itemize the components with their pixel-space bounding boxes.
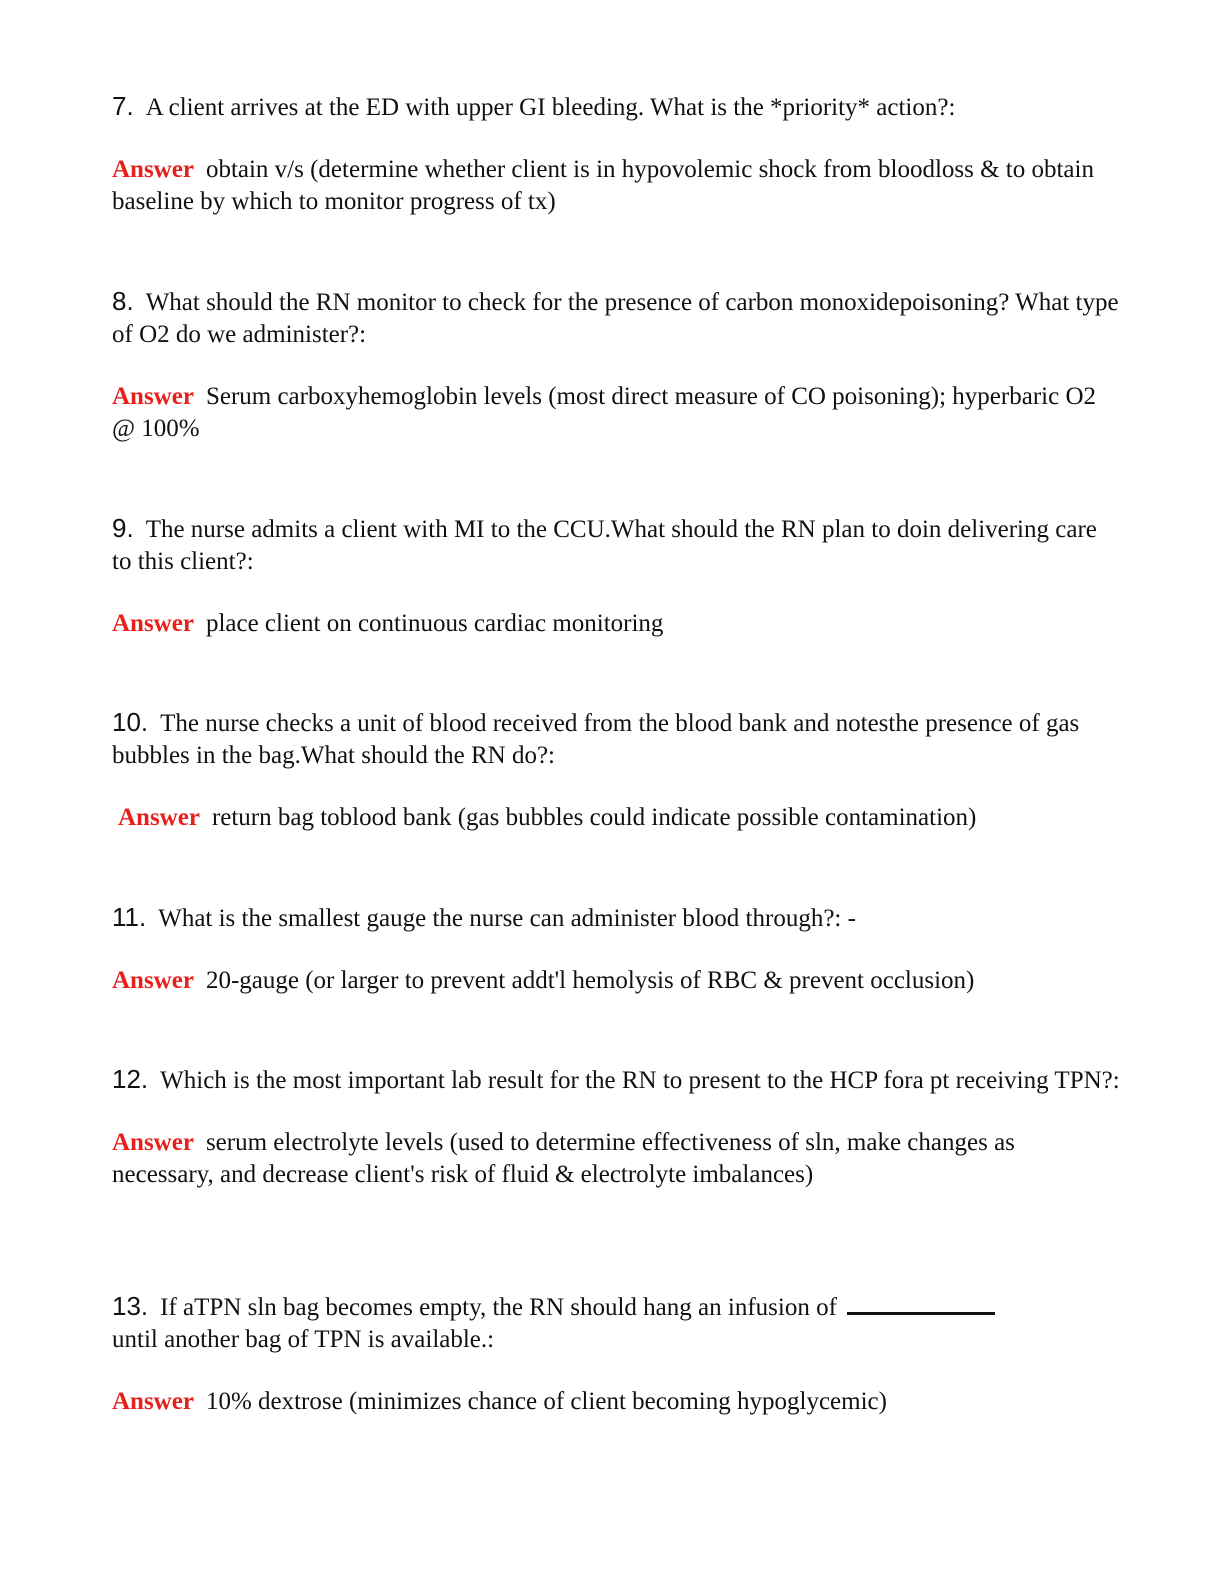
qa-item-7 xyxy=(112,90,1122,218)
question-number: 9. xyxy=(112,513,134,543)
question-text: The nurse admits a client with MI to the CCU.What should the RN plan to doin delivering care to this client?: xyxy=(112,516,1097,575)
question-number: 10. xyxy=(112,707,149,737)
answer-label: Answer xyxy=(112,383,194,410)
answer-text: obtain v/s (determine whether client is in hypovolemic shock from bloodloss & to obtain baseline by which to monitor progress of tx) xyxy=(112,156,1094,215)
qa-item-13 xyxy=(112,1290,1122,1418)
question-number: 7. xyxy=(112,91,134,121)
qa-item-8 xyxy=(112,285,1122,445)
question-8 xyxy=(112,285,1122,351)
question-number: 12. xyxy=(112,1064,149,1094)
answer-label: Answer xyxy=(112,1388,194,1415)
question-text: A client arrives at the ED with upper GI bleeding. What is the *priority* action?: xyxy=(145,94,956,121)
question-text: What should the RN monitor to check for the presence of carbon monoxidepoisoning? What type of O2 do we administer?: xyxy=(112,289,1119,348)
question-number: 8. xyxy=(112,286,134,316)
question-10 xyxy=(112,706,1122,772)
answer-10 xyxy=(112,802,1122,834)
answer-label: Answer xyxy=(112,610,194,637)
question-13 xyxy=(112,1290,1122,1356)
qa-item-9 xyxy=(112,512,1122,640)
answer-label: Answer xyxy=(112,967,194,994)
answer-text: serum electrolyte levels (used to determine effectiveness of sln, make changes as necessary, and decrease client's risk of fluid & electrolyte imbalances) xyxy=(112,1129,1015,1188)
qa-item-12 xyxy=(112,1063,1122,1191)
answer-8 xyxy=(112,381,1122,445)
question-7 xyxy=(112,90,1122,124)
answer-text: Serum carboxyhemoglobin levels (most direct measure of CO poisoning); hyperbaric O2 @ 100% xyxy=(112,383,1097,442)
question-text: Which is the most important lab result for the RN to present to the HCP fora pt receiving TPN?: xyxy=(160,1067,1120,1094)
question-9 xyxy=(112,512,1122,578)
answer-label: Answer xyxy=(112,156,194,183)
question-11 xyxy=(112,901,1122,935)
answer-text: 10% dextrose (minimizes chance of client becoming hypoglycemic) xyxy=(205,1388,887,1415)
question-text: What is the smallest gauge the nurse can administer blood through?: - xyxy=(158,905,856,932)
answer-13 xyxy=(112,1386,1122,1418)
qa-item-11 xyxy=(112,901,1122,997)
question-number: 13. xyxy=(112,1291,149,1321)
answer-11 xyxy=(112,965,1122,997)
answer-label: Answer xyxy=(112,1129,194,1156)
question-12 xyxy=(112,1063,1122,1097)
answer-12 xyxy=(112,1127,1122,1191)
answer-label: Answer xyxy=(118,804,200,831)
fill-in-blank-line xyxy=(847,1292,995,1315)
question-text: If aTPN sln bag becomes empty, the RN should hang an infusion of xyxy=(160,1294,837,1321)
qa-item-10 xyxy=(112,706,1122,834)
answer-9 xyxy=(112,608,1122,640)
answer-7 xyxy=(112,154,1122,218)
question-number: 11. xyxy=(112,902,147,932)
question-text-continued: until another bag of TPN is available.: xyxy=(112,1326,495,1353)
answer-text: 20-gauge (or larger to prevent addt'l hemolysis of RBC & prevent occlusion) xyxy=(205,967,975,994)
answer-text: place client on continuous cardiac monitoring xyxy=(205,610,664,637)
question-text: The nurse checks a unit of blood received from the blood bank and notesthe presence of gas bubbles in the bag.What should the RN do?: xyxy=(112,710,1080,769)
answer-text: return bag toblood bank (gas bubbles could indicate possible contamination) xyxy=(211,804,977,831)
